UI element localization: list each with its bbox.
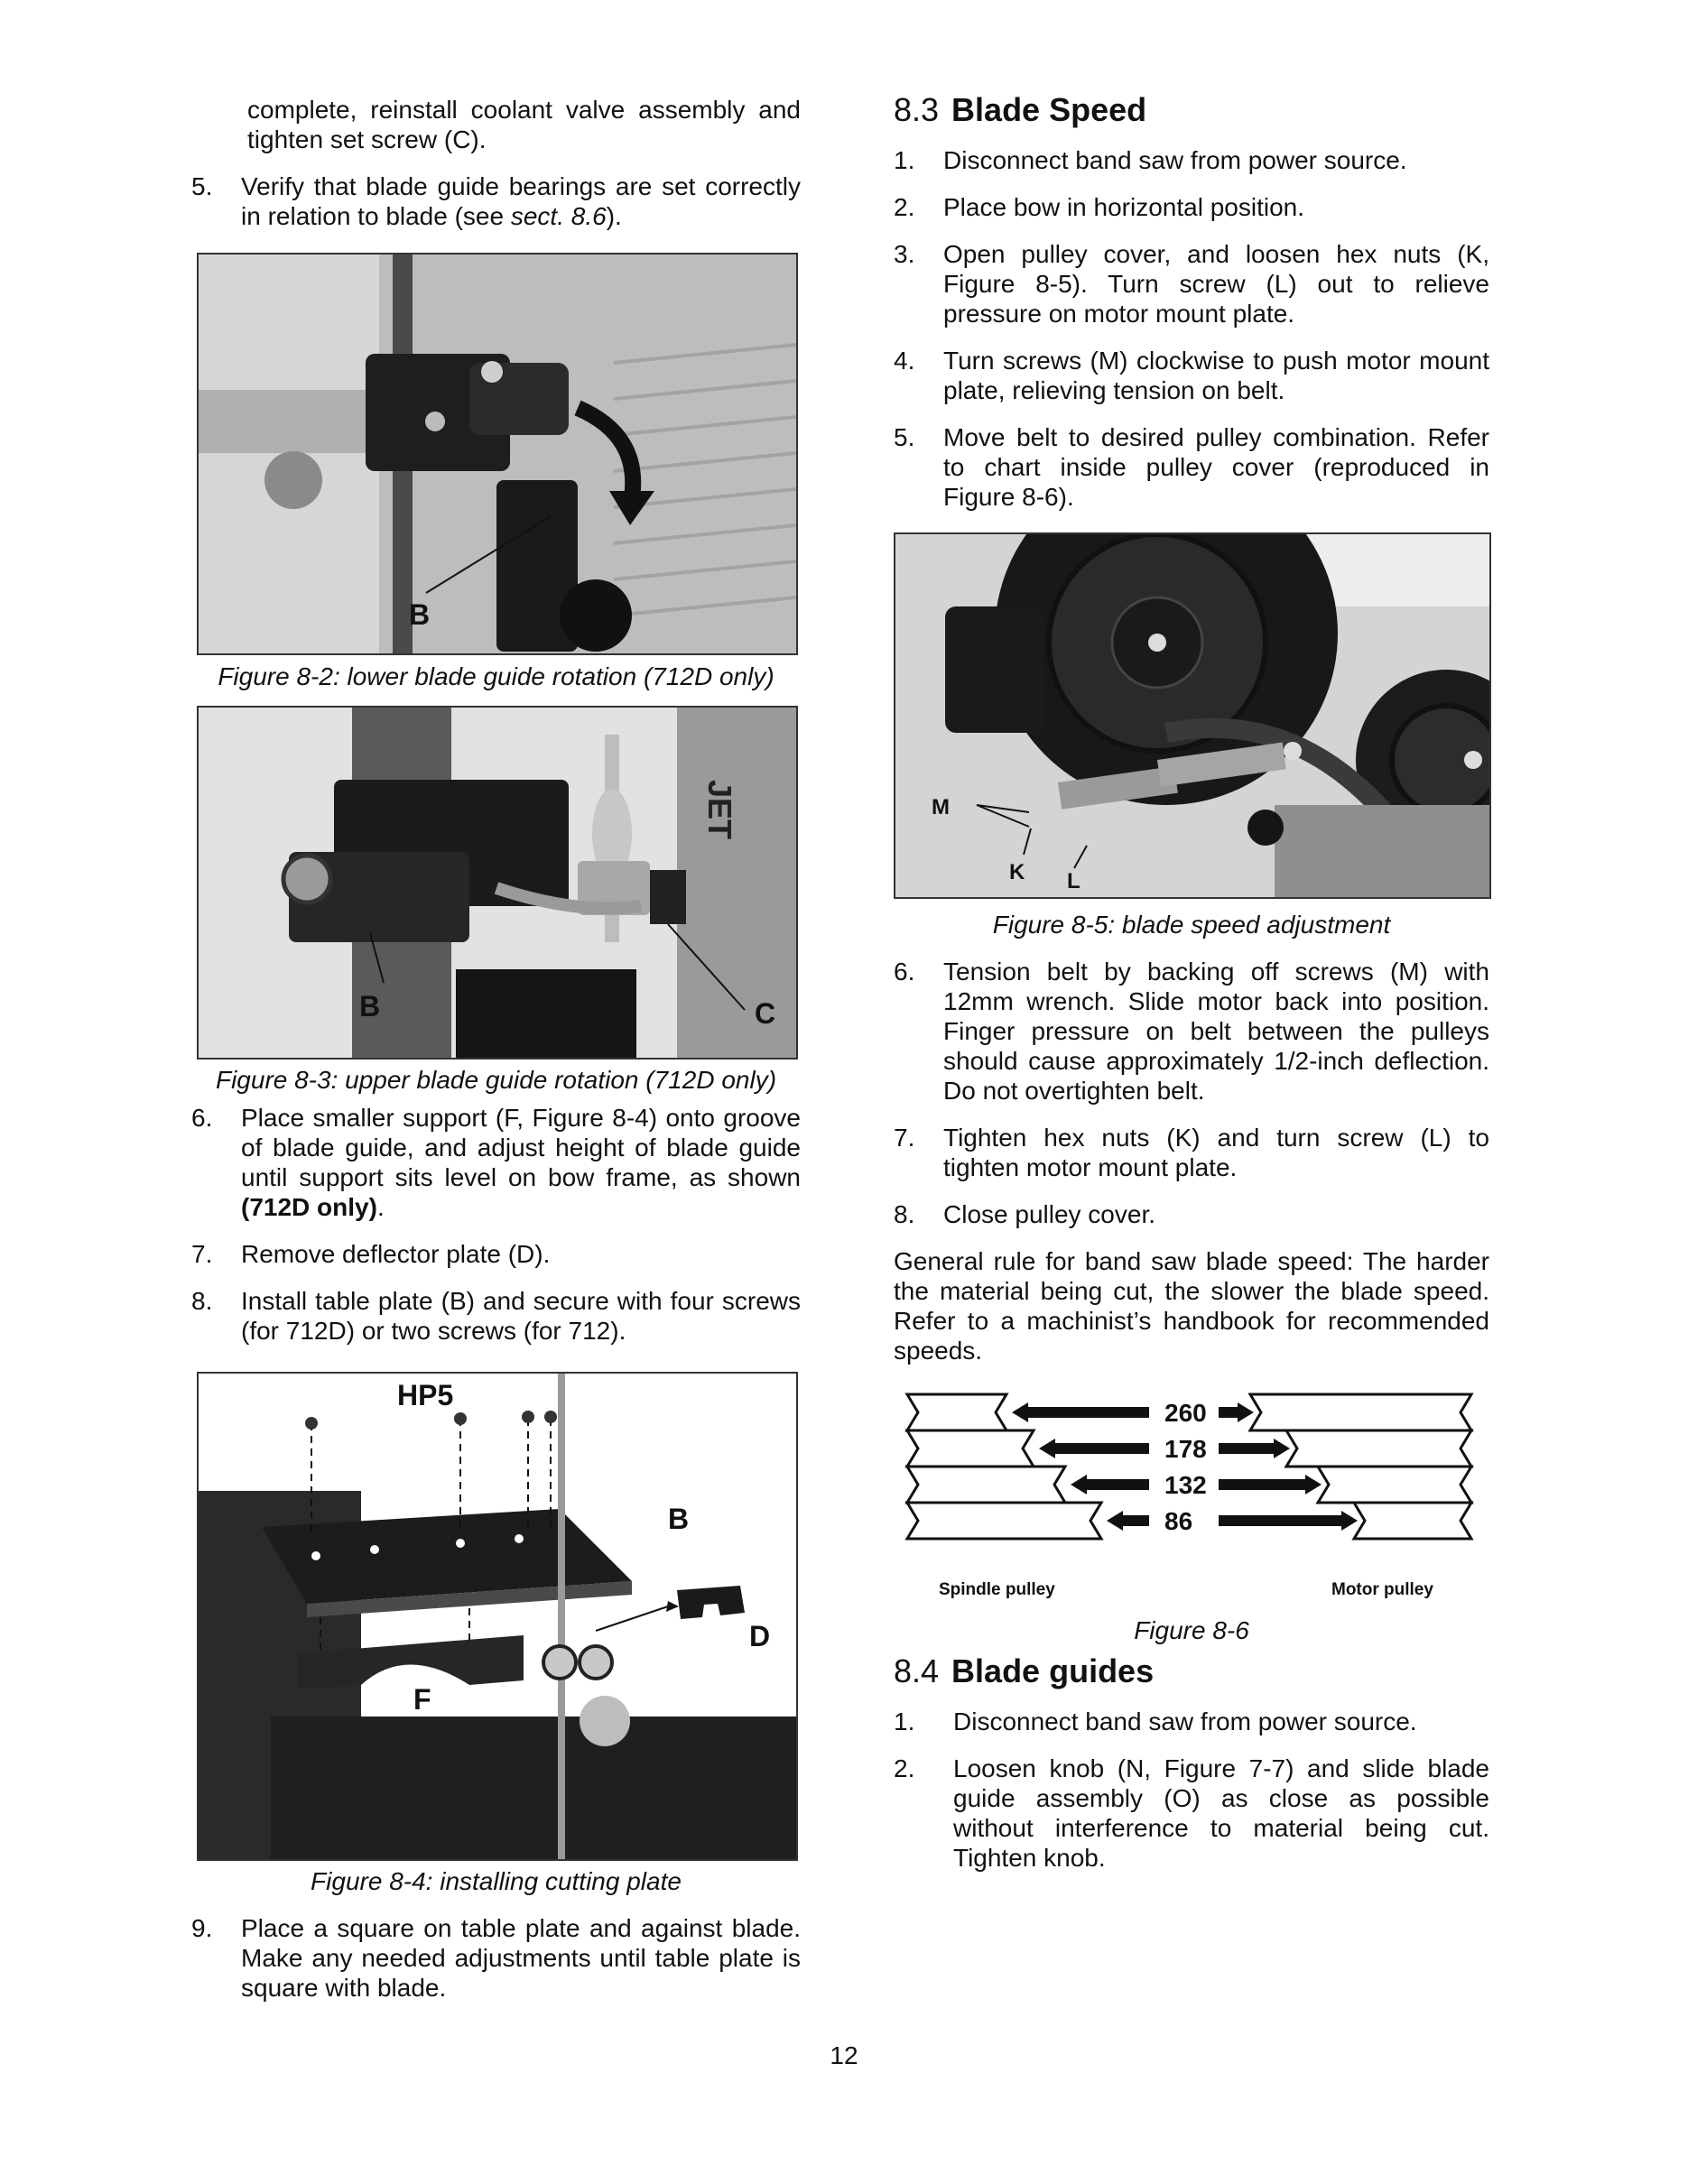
figure-8-2-caption: Figure 8-2: lower blade guide rotation (712D only): [218, 662, 774, 690]
speed-arrow-right: [1219, 1402, 1254, 1422]
figure-8-2-photo: [197, 253, 798, 655]
list-item: 1. Disconnect band saw from power source.: [894, 1707, 1417, 1735]
motor-pulley-step: [1286, 1430, 1471, 1467]
section-heading-8-4: 8.4 Blade guides: [894, 1652, 1155, 1689]
speed-value: 132: [1164, 1471, 1207, 1499]
steps-8-4: [894, 1707, 1489, 1873]
figure-8-5-caption: Figure 8-5: blade speed adjustment: [992, 911, 1391, 939]
left-column-bottom: [191, 1913, 801, 2003]
list-item: 6. Place smaller support (F, Figure 8-4) onto groove of blade guide, and adjust height of blade guide until support sits level on bow frame, as shown (712D only).: [191, 1104, 801, 1221]
motor-pulley-step: [1250, 1394, 1471, 1430]
left-column: [191, 95, 801, 231]
figure-8-6-pulley-chart: [894, 1385, 1489, 1602]
speed-value: 86: [1164, 1507, 1193, 1535]
motor-pulley-label: Motor pulley: [1331, 1580, 1433, 1599]
right-column-middle: [894, 939, 1489, 1365]
figure-8-6-caption: Figure 8-6: [1134, 1616, 1249, 1644]
jet-logo: JET: [701, 780, 738, 840]
speed-arrow-left: [1039, 1439, 1149, 1458]
left-column-lower: [191, 1103, 801, 1346]
list-item: 3. Open pulley cover, and loosen hex nuts (K, Figure 8-5). Turn screw (L) out to relieve pressure on motor mount plate.: [894, 240, 1489, 328]
list-item: 4. Turn screws (M) clockwise to push motor mount plate, relieving tension on belt.: [894, 347, 1489, 404]
list-item: 8. Close pulley cover.: [894, 1200, 1156, 1228]
callout-b: B: [668, 1503, 690, 1535]
list-item: 2. Loosen knob (N, Figure 7-7) and slide blade guide assembly (O) as close as possible without interference to material being cut. Tighten knob.: [894, 1754, 1489, 1872]
callout-m: M: [932, 795, 950, 819]
speed-value: 260: [1164, 1399, 1207, 1427]
speed-arrow-left: [1012, 1402, 1149, 1422]
figure-8-3-caption: Figure 8-3: upper blade guide rotation (712D only): [215, 1066, 777, 1094]
speed-arrow-left: [1071, 1475, 1149, 1495]
speed-arrow-right: [1219, 1439, 1290, 1458]
motor-pulley-step: [1354, 1503, 1471, 1539]
pulley-diagram: [894, 1385, 1489, 1602]
figure-8-4-caption: Figure 8-4: installing cutting plate: [311, 1867, 682, 1895]
motor-pulley-step: [1318, 1467, 1471, 1503]
callout-b: B: [409, 598, 431, 631]
list-item: 7. Remove deflector plate (D).: [191, 1240, 551, 1268]
callout-c: C: [755, 997, 776, 1030]
list-item: 9. Place a square on table plate and against blade. Make any needed adjustments until table plate is square with blade.: [191, 1914, 801, 2002]
spindle-pulley-step: [907, 1394, 1006, 1430]
spindle-pulley-label: Spindle pulley: [939, 1580, 1055, 1599]
right-column: [894, 90, 1489, 512]
callout-f: F: [413, 1683, 431, 1716]
speed-value: 178: [1164, 1435, 1207, 1463]
page-number: 12: [830, 2041, 858, 2069]
figure-8-3-photo: [197, 706, 798, 1060]
speed-arrow-right: [1219, 1511, 1358, 1531]
list-item: 2. Place bow in horizontal position.: [894, 193, 1305, 221]
list-item: 5. Verify that blade guide bearings are set correctly in relation to blade (see sect. 8.6).: [191, 172, 801, 230]
callout-b: B: [359, 990, 381, 1023]
speed-arrow-left: [1107, 1511, 1149, 1531]
section-heading-8-3: 8.3 Blade Speed: [894, 91, 1147, 128]
list-item: 6. Tension belt by backing off screws (M) with 12mm wrench. Slide motor back into position. Finger pressure on belt between the pulleys should cause approximately 1/2-inch deflection. Do not overtighten belt.: [894, 958, 1489, 1105]
list-item: 5. Move belt to desired pulley combination. Refer to chart inside pulley cover (reproduced in Figure 8-6).: [894, 423, 1489, 511]
list-item: 8. Install table plate (B) and secure with four screws (for 712D) or two screws (for 712).: [191, 1287, 801, 1345]
list-item: 7. Tighten hex nuts (K) and turn screw (L) to tighten motor mount plate.: [894, 1124, 1489, 1181]
callout-hp5: HP5: [397, 1379, 454, 1411]
spindle-pulley-step: [907, 1430, 1034, 1467]
intro-paragraph: complete, reinstall coolant valve assembly and tighten set screw (C).: [247, 96, 801, 153]
figure-8-5-photo: [894, 532, 1491, 899]
list-item: 1. Disconnect band saw from power source.: [894, 146, 1407, 174]
callout-d: D: [749, 1620, 771, 1652]
steps-8-3-continued: [894, 957, 1489, 1229]
right-column-bottom: [894, 1652, 1489, 1873]
figure-8-4-photo: [197, 1372, 798, 1861]
general-rule-paragraph: General rule for band saw blade speed: The harder the material being cut, the slower the blade speed. Refer to a machinist’s handbook for recommended speeds.: [894, 1247, 1489, 1365]
callout-l: L: [1067, 869, 1081, 893]
callout-k: K: [1009, 860, 1025, 884]
spindle-pulley-step: [907, 1467, 1065, 1503]
spindle-pulley-step: [907, 1503, 1101, 1539]
speed-arrow-right: [1219, 1475, 1322, 1495]
steps-8-3: [894, 145, 1489, 512]
